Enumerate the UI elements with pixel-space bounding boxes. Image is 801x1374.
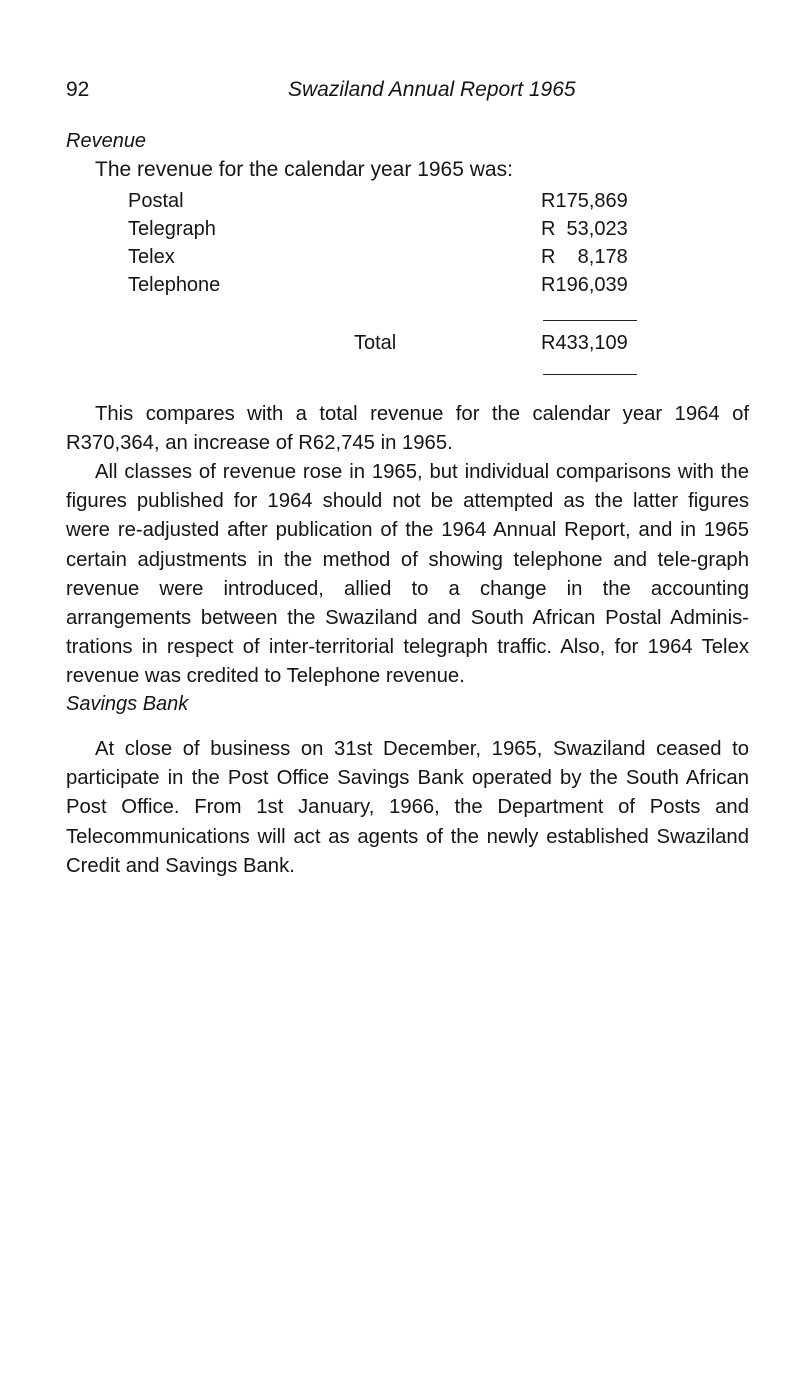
revenue-item-label: Postal xyxy=(128,190,184,212)
running-head xyxy=(66,78,746,108)
total-rule xyxy=(543,374,637,375)
revenue-item-amount: R 53,023 xyxy=(541,218,628,240)
page-number: 92 xyxy=(66,78,90,101)
revenue-classes-paragraph: All classes of revenue rose in 1965, but individual comparisons with the figures published for 1964 should not be attempted as the latter figures were re-adjusted after publication of the 1964 Annual Report, and in 1965 certain adjustments in the method of showing telephone and tele-graph revenue were introduced, allied to a change in the accounting arrangements between the Swaziland and South African Postal Adminis-trations in respect of inter-territorial telegraph traffic. Also, for 1964 Telex revenue was credited to Telephone revenue. xyxy=(66,461,749,688)
total-label: Total xyxy=(354,332,397,354)
savings-bank-heading: Savings Bank xyxy=(66,693,189,715)
revenue-item-amount: R175,869 xyxy=(541,190,628,212)
revenue-row-telegraph xyxy=(128,218,648,246)
revenue-comparison-paragraph: This compares with a total revenue for the calendar year 1964 of R370,364, an increase of R62,745 in 1965. xyxy=(66,403,749,455)
revenue-row-telex xyxy=(128,246,648,274)
revenue-row-postal xyxy=(128,190,648,218)
revenue-total-row xyxy=(128,332,648,360)
savings-bank-paragraph: At close of business on 31st December, 1965, Swaziland ceased to participate in the Post Office Savings Bank operated by the South African Post Office. From 1st January, 1966, the Department of Posts and Telecommunications will act as agents of the newly established Swaziland Credit and Savings Bank. xyxy=(66,738,749,877)
running-title: Swaziland Annual Report 1965 xyxy=(288,78,576,101)
revenue-intro: The revenue for the calendar year 1965 was: xyxy=(95,158,513,181)
revenue-item-amount: R196,039 xyxy=(541,274,628,296)
revenue-item-amount: R 8,178 xyxy=(541,246,628,268)
revenue-row-telephone xyxy=(128,274,648,302)
revenue-item-label: Telegraph xyxy=(128,218,216,240)
revenue-item-label: Telex xyxy=(128,246,175,268)
revenue-item-label: Telephone xyxy=(128,274,221,296)
total-amount: R433,109 xyxy=(541,332,628,354)
subtotal-rule xyxy=(543,320,637,321)
revenue-heading: Revenue xyxy=(66,130,147,152)
